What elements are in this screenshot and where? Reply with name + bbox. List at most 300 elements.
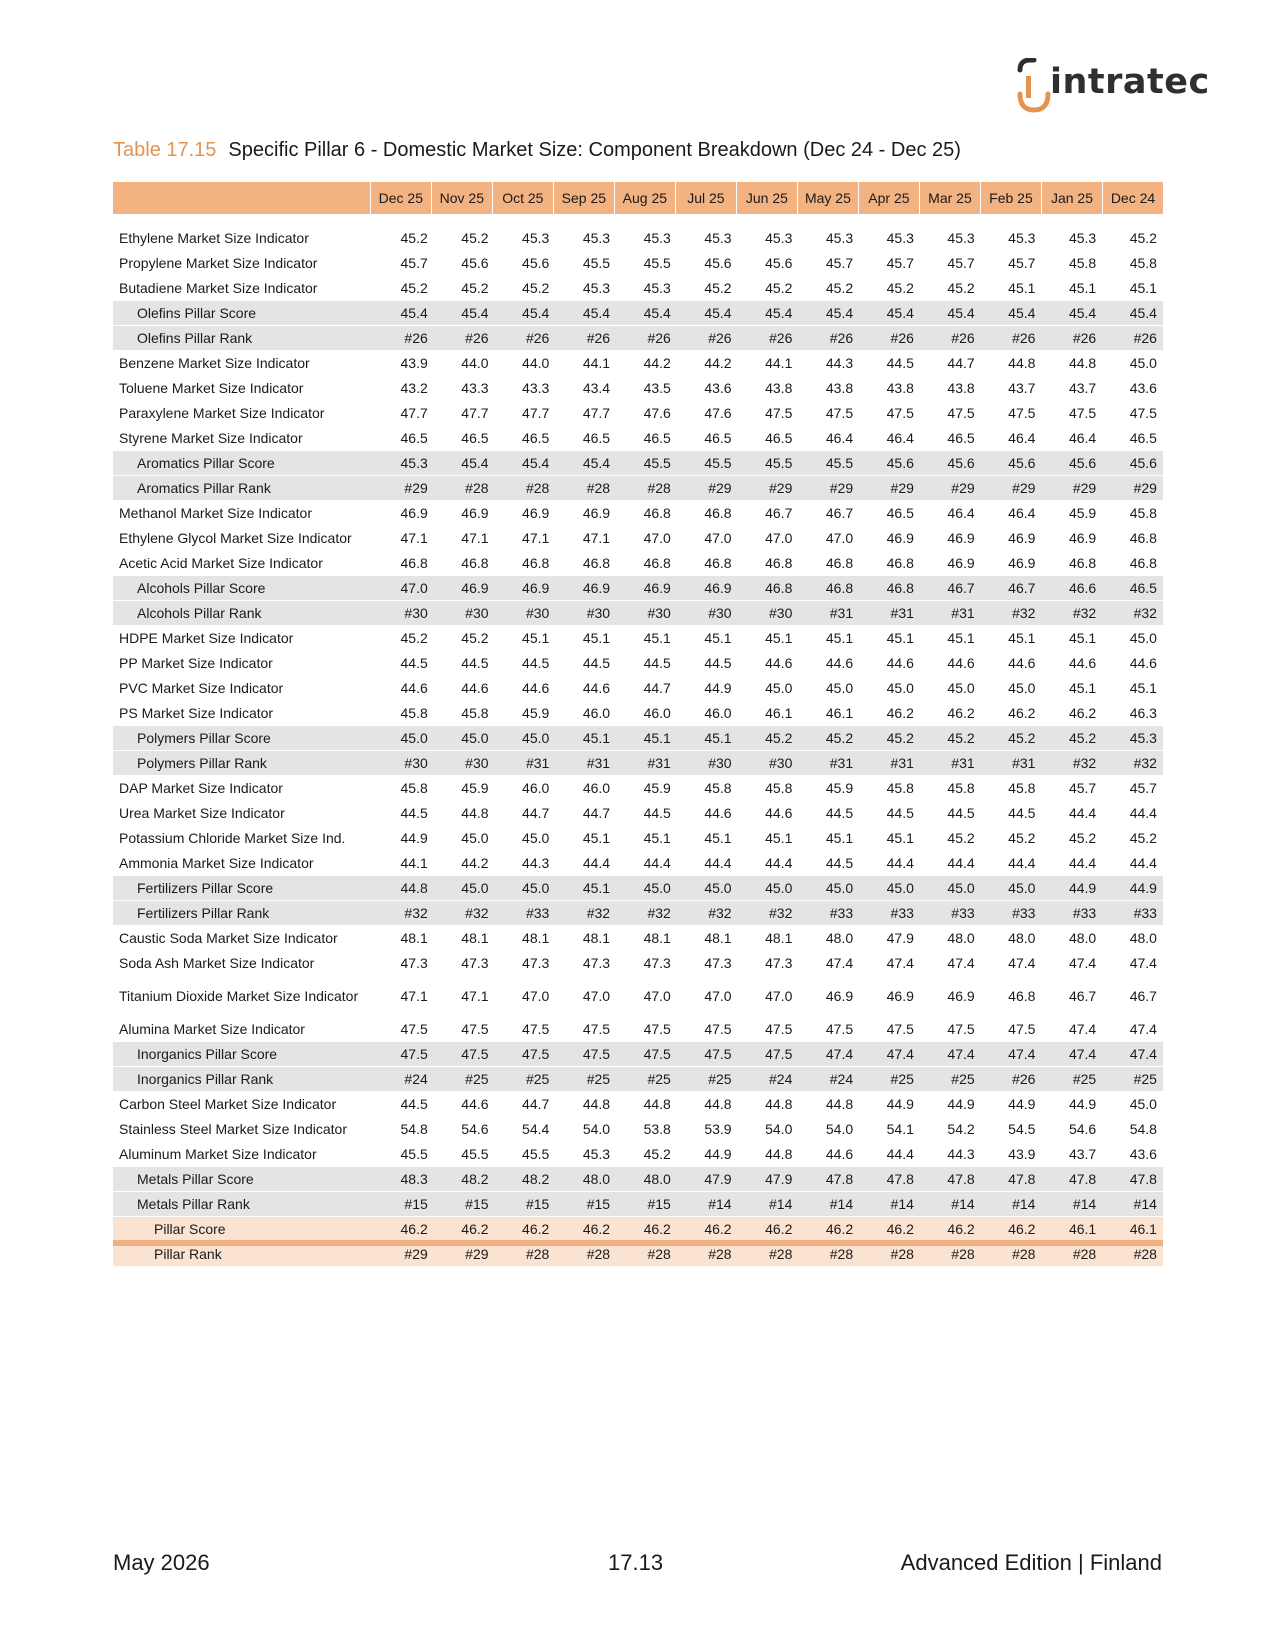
row-label: Acetic Acid Market Size Indicator	[119, 554, 323, 571]
table-body	[113, 226, 1163, 1267]
table-cell: 46.9	[522, 580, 550, 596]
table-cell: 46.9	[704, 580, 732, 596]
table-cell: 47.0	[825, 530, 854, 546]
table-cell: 45.0	[1129, 630, 1157, 646]
table-cell: #28	[586, 480, 611, 496]
table-cell: 44.8	[1008, 355, 1036, 371]
table-cell: 45.4	[1008, 305, 1036, 321]
table-row	[113, 726, 1163, 751]
table-cell: 45.0	[1008, 880, 1036, 896]
table-cell: #25	[647, 1071, 671, 1087]
table-cell: 45.3	[765, 230, 793, 246]
table-cell: 45.4	[765, 305, 793, 321]
table-cell: 45.2	[461, 630, 489, 646]
table-cell: #29	[1012, 480, 1036, 496]
table-cell: 46.2	[461, 1221, 489, 1237]
table-cell: 45.0	[400, 730, 428, 746]
table-title	[113, 139, 961, 162]
table-cell: #33	[1072, 905, 1097, 921]
table-cell: 47.5	[765, 405, 793, 421]
table-cell: 46.6	[1068, 580, 1097, 596]
table-cell: 47.8	[886, 1171, 914, 1187]
table-cell: 45.5	[522, 1146, 550, 1162]
table-cell: 47.5	[1129, 405, 1157, 421]
table-cell: 47.5	[886, 405, 914, 421]
table-cell: 47.6	[643, 405, 671, 421]
table-cell: 47.8	[1008, 1171, 1036, 1187]
table-cell: 46.8	[643, 555, 671, 571]
table-cell: #15	[465, 1196, 489, 1212]
table-cell: #14	[951, 1196, 975, 1212]
table-cell: 44.4	[1008, 855, 1036, 871]
table-cell: 45.1	[765, 830, 793, 846]
table-cell: 44.8	[825, 1096, 854, 1112]
table-cell: 48.0	[643, 1171, 671, 1187]
table-cell: 46.2	[947, 705, 975, 721]
table-cell: 45.4	[704, 305, 732, 321]
table-cell: 46.2	[1008, 1221, 1036, 1237]
table-cell: 48.0	[1008, 930, 1036, 946]
table-cell: #29	[1072, 480, 1097, 496]
table-cell: 46.8	[765, 580, 793, 596]
table-cell: #14	[1133, 1196, 1157, 1212]
table-cell: 45.1	[1129, 280, 1157, 296]
table-cell: 46.5	[643, 430, 671, 446]
table-cell: 45.4	[825, 305, 854, 321]
table-cell: #32	[1012, 605, 1036, 621]
table-cell: 54.8	[1129, 1121, 1157, 1137]
table-cell: 45.0	[461, 880, 489, 896]
row-label: PVC Market Size Indicator	[119, 679, 284, 696]
row-label: PP Market Size Indicator	[119, 654, 273, 671]
row-label: Caustic Soda Market Size Indicator	[119, 929, 338, 946]
table-cell: 46.7	[765, 505, 793, 521]
table-cell: 47.1	[461, 530, 489, 546]
table-cell: #30	[465, 605, 489, 621]
table-cell: 46.9	[1008, 530, 1036, 546]
table-cell: 47.4	[1008, 955, 1036, 971]
table-row	[113, 426, 1163, 451]
table-cell: 44.9	[886, 1096, 914, 1112]
table-cell: 44.4	[886, 1146, 914, 1162]
table-cell: 46.9	[947, 988, 975, 1004]
table-cell: 45.3	[582, 280, 611, 296]
table-cell: 44.6	[825, 1146, 854, 1162]
table-row	[113, 676, 1163, 701]
table-cell: 47.3	[704, 955, 732, 971]
table-cell: 47.3	[765, 955, 793, 971]
column-header: Dec 24	[1102, 182, 1163, 214]
table-row	[113, 1092, 1163, 1117]
table-cell: 44.6	[461, 1096, 489, 1112]
table-cell: 46.8	[522, 555, 550, 571]
table-row	[113, 476, 1163, 501]
table-cell: 46.4	[825, 430, 854, 446]
row-label: Titanium Dioxide Market Size Indicator	[119, 987, 359, 1004]
table-cell: 47.8	[1068, 1171, 1097, 1187]
table-row	[113, 651, 1163, 676]
table-cell: #30	[769, 755, 793, 771]
table-cell: 46.2	[522, 1221, 550, 1237]
table-cell: #15	[525, 1196, 550, 1212]
logo-text: intratec	[1050, 62, 1210, 102]
table-cell: 45.2	[1068, 730, 1097, 746]
table-cell: 54.0	[765, 1121, 793, 1137]
table-cell: 45.8	[400, 705, 428, 721]
table-cell: 47.5	[643, 1021, 671, 1037]
table-cell: 45.9	[643, 780, 671, 796]
table-cell: 54.0	[825, 1121, 854, 1137]
table-cell: #32	[1072, 755, 1097, 771]
table-cell: #28	[1133, 1246, 1157, 1262]
table-cell: #28	[1072, 1246, 1097, 1262]
table-cell: 47.0	[765, 988, 793, 1004]
table-cell: #29	[769, 480, 793, 496]
table-row	[113, 626, 1163, 651]
table-cell: 45.2	[400, 230, 428, 246]
table-cell: 44.4	[1129, 805, 1157, 821]
table-cell: 45.3	[643, 230, 671, 246]
table-cell: 43.2	[400, 380, 428, 396]
row-label: DAP Market Size Indicator	[119, 779, 283, 796]
table-cell: 44.4	[886, 855, 914, 871]
table-cell: 45.0	[704, 880, 732, 896]
table-cell: #25	[1133, 1071, 1157, 1087]
table-cell: #15	[647, 1196, 671, 1212]
table-cell: 46.9	[825, 988, 854, 1004]
table-cell: 44.6	[461, 680, 489, 696]
table-cell: #33	[829, 905, 854, 921]
table-cell: 47.3	[582, 955, 611, 971]
table-cell: #26	[708, 330, 732, 346]
table-cell: 47.4	[825, 955, 854, 971]
row-label: Butadiene Market Size Indicator	[119, 279, 318, 296]
table-row	[113, 1217, 1163, 1242]
table-cell: 46.9	[461, 505, 489, 521]
table-cell: 44.0	[522, 355, 550, 371]
table-cell: 44.6	[886, 655, 914, 671]
table-cell: 45.1	[643, 730, 671, 746]
table-cell: 46.5	[704, 430, 732, 446]
table-cell: 46.2	[886, 705, 914, 721]
table-cell: #29	[708, 480, 732, 496]
table-cell: #28	[951, 1246, 975, 1262]
table-row	[113, 976, 1163, 1017]
table-cell: 47.8	[825, 1171, 854, 1187]
table-cell: 46.3	[1129, 705, 1157, 721]
column-header: Dec 25	[370, 182, 431, 214]
table-cell: 43.9	[1008, 1146, 1036, 1162]
table-cell: 45.4	[1129, 305, 1157, 321]
table-row	[113, 276, 1163, 301]
table-cell: 45.0	[886, 680, 914, 696]
table-cell: 46.2	[400, 1221, 428, 1237]
column-header: Jun 25	[736, 182, 797, 214]
row-label: Potassium Chloride Market Size Ind.	[119, 829, 346, 846]
table-cell: 45.6	[522, 255, 550, 271]
footer-edition: Advanced Edition | Finland	[900, 1550, 1162, 1575]
table-cell: 44.7	[582, 805, 611, 821]
column-header: Jul 25	[675, 182, 736, 214]
table-cell: #30	[465, 755, 489, 771]
row-label: Carbon Steel Market Size Indicator	[119, 1095, 337, 1112]
table-cell: #26	[465, 330, 489, 346]
data-table	[113, 182, 1163, 1267]
table-cell: #29	[404, 1246, 428, 1262]
table-cell: #25	[586, 1071, 611, 1087]
table-cell: 45.1	[947, 630, 975, 646]
table-cell: 46.0	[582, 705, 611, 721]
table-cell: 44.8	[1068, 355, 1097, 371]
table-cell: #15	[586, 1196, 611, 1212]
table-cell: 46.8	[765, 555, 793, 571]
table-cell: 46.8	[461, 555, 489, 571]
table-cell: 46.1	[1068, 1221, 1097, 1237]
table-cell: #28	[525, 1246, 550, 1262]
table-cell: #14	[708, 1196, 732, 1212]
table-cell: #28	[829, 1246, 854, 1262]
table-cell: 47.5	[522, 1021, 550, 1037]
table-cell: 43.6	[1129, 380, 1157, 396]
table-cell: 47.5	[582, 1021, 611, 1037]
table-cell: #26	[1072, 330, 1097, 346]
table-cell: #28	[465, 480, 489, 496]
table-cell: 46.9	[947, 555, 975, 571]
table-row	[113, 1167, 1163, 1192]
table-cell: 44.8	[643, 1096, 671, 1112]
table-cell: 45.3	[825, 230, 854, 246]
table-cell: 47.9	[704, 1171, 732, 1187]
table-cell: 53.9	[704, 1121, 732, 1137]
table-cell: 47.7	[461, 405, 489, 421]
table-cell: #33	[1133, 905, 1157, 921]
table-cell: 45.9	[1068, 505, 1097, 521]
table-cell: 45.5	[643, 255, 671, 271]
table-cell: 44.6	[400, 680, 428, 696]
table-cell: 45.1	[582, 880, 611, 896]
table-row	[113, 951, 1163, 976]
table-cell: 47.3	[643, 955, 671, 971]
table-cell: 46.7	[825, 505, 854, 521]
table-cell: 44.5	[461, 655, 489, 671]
table-cell: 44.8	[582, 1096, 611, 1112]
table-cell: 47.3	[400, 955, 428, 971]
table-cell: 43.6	[704, 380, 732, 396]
table-cell: 45.1	[1068, 680, 1097, 696]
table-cell: #26	[525, 330, 550, 346]
table-cell: 43.8	[886, 380, 914, 396]
table-cell: 44.5	[400, 805, 428, 821]
table-cell: 47.1	[582, 530, 611, 546]
table-cell: 46.5	[1129, 430, 1157, 446]
table-cell: #26	[890, 330, 914, 346]
table-cell: 45.6	[886, 455, 914, 471]
table-cell: 48.1	[765, 930, 793, 946]
table-cell: 44.5	[1008, 805, 1036, 821]
table-cell: 47.5	[1008, 1021, 1036, 1037]
table-cell: 46.8	[1008, 988, 1036, 1004]
table-cell: 44.9	[1008, 1096, 1036, 1112]
table-cell: 43.4	[582, 380, 611, 396]
table-cell: 46.8	[643, 505, 671, 521]
table-cell: 45.3	[1068, 230, 1097, 246]
table-cell: 47.5	[825, 1021, 854, 1037]
table-cell: 47.4	[947, 1046, 975, 1062]
table-cell: 45.8	[886, 780, 914, 796]
row-label: Inorganics Pillar Rank	[137, 1070, 274, 1087]
table-cell: #14	[1072, 1196, 1097, 1212]
table-cell: 45.3	[400, 455, 428, 471]
table-cell: #28	[525, 480, 550, 496]
table-row	[113, 376, 1163, 401]
table-cell: 46.7	[1129, 988, 1157, 1004]
column-header: May 25	[797, 182, 858, 214]
table-cell: 44.9	[1068, 880, 1097, 896]
row-label: Pillar Score	[154, 1220, 226, 1237]
table-cell: #33	[890, 905, 914, 921]
table-cell: 44.5	[947, 805, 975, 821]
table-cell: 46.2	[947, 1221, 975, 1237]
table-cell: 45.2	[461, 230, 489, 246]
table-cell: 45.6	[1068, 455, 1097, 471]
table-cell: 48.2	[461, 1171, 489, 1187]
table-cell: 43.7	[1008, 380, 1036, 396]
table-cell: #33	[951, 905, 975, 921]
table-cell: 47.0	[522, 988, 550, 1004]
table-cell: #32	[1133, 605, 1157, 621]
table-cell: 45.8	[947, 780, 975, 796]
table-cell: 45.2	[886, 730, 914, 746]
table-cell: 45.2	[765, 280, 793, 296]
table-cell: 45.2	[765, 730, 793, 746]
table-cell: 45.7	[1068, 780, 1097, 796]
table-cell: 45.9	[522, 705, 550, 721]
table-cell: 45.3	[582, 1146, 611, 1162]
table-cell: 44.8	[461, 805, 489, 821]
table-cell: 45.3	[582, 230, 611, 246]
row-label: Stainless Steel Market Size Indicator	[119, 1120, 347, 1137]
table-cell: 44.6	[1129, 655, 1157, 671]
table-cell: 46.5	[765, 430, 793, 446]
table-cell: #31	[647, 755, 671, 771]
table-cell: 45.4	[400, 305, 428, 321]
row-label: HDPE Market Size Indicator	[119, 629, 294, 646]
table-cell: #32	[708, 905, 732, 921]
table-cell: 44.8	[765, 1096, 793, 1112]
table-cell: #32	[404, 905, 428, 921]
table-cell: 45.0	[825, 680, 854, 696]
table-cell: 47.5	[765, 1046, 793, 1062]
table-cell: 46.5	[461, 430, 489, 446]
table-cell: 43.8	[825, 380, 854, 396]
table-row	[113, 926, 1163, 951]
table-cell: 45.2	[947, 730, 975, 746]
table-cell: 46.4	[1008, 505, 1036, 521]
table-cell: 45.0	[461, 730, 489, 746]
row-label: Olefins Pillar Score	[137, 304, 257, 321]
table-row	[113, 1192, 1163, 1217]
table-cell: 47.5	[522, 1046, 550, 1062]
table-cell: 44.5	[825, 805, 854, 821]
table-cell: 45.4	[522, 455, 550, 471]
table-caption: Specific Pillar 6 - Domestic Market Size: Component Breakdown (Dec 24 - Dec 25)	[228, 139, 961, 161]
row-label: Urea Market Size Indicator	[119, 804, 285, 821]
column-header: Mar 25	[919, 182, 980, 214]
table-cell: 47.5	[582, 1046, 611, 1062]
table-cell: 48.1	[522, 930, 550, 946]
table-cell: 45.9	[461, 780, 489, 796]
table-row	[113, 251, 1163, 276]
table-cell: 45.0	[1129, 355, 1157, 371]
table-cell: 46.4	[886, 430, 914, 446]
row-label: Olefins Pillar Rank	[137, 329, 253, 346]
table-cell: 44.2	[461, 855, 489, 871]
table-cell: 46.8	[886, 555, 914, 571]
table-cell: 48.0	[1129, 930, 1157, 946]
table-cell: 44.2	[643, 355, 671, 371]
table-cell: 48.1	[461, 930, 489, 946]
table-row	[113, 576, 1163, 601]
table-cell: 43.7	[1068, 380, 1097, 396]
table-cell: #30	[586, 605, 611, 621]
table-cell: 47.4	[825, 1046, 854, 1062]
table-row	[113, 701, 1163, 726]
table-cell: 45.5	[400, 1146, 428, 1162]
table-cell: #31	[951, 755, 975, 771]
table-cell: 45.1	[825, 630, 854, 646]
table-cell: 44.9	[1129, 880, 1157, 896]
table-cell: 46.2	[582, 1221, 611, 1237]
table-cell: 44.9	[704, 1146, 732, 1162]
table-cell: 44.5	[643, 805, 671, 821]
column-header: Jan 25	[1041, 182, 1102, 214]
table-cell: 45.2	[825, 280, 854, 296]
row-label: Ammonia Market Size Indicator	[119, 854, 314, 871]
table-cell: 47.4	[1129, 1021, 1157, 1037]
table-cell: 45.0	[522, 880, 550, 896]
row-label: Aluminum Market Size Indicator	[119, 1145, 317, 1162]
table-cell: 47.0	[704, 530, 732, 546]
table-cell: 45.4	[461, 305, 489, 321]
row-label: Ethylene Market Size Indicator	[119, 229, 309, 246]
table-cell: 46.2	[1068, 705, 1097, 721]
table-cell: 45.1	[643, 630, 671, 646]
row-label: Alcohols Pillar Score	[137, 579, 266, 596]
table-cell: #28	[769, 1246, 793, 1262]
table-row	[113, 601, 1163, 626]
table-cell: 47.0	[765, 530, 793, 546]
table-cell: 45.7	[1008, 255, 1036, 271]
table-cell: 47.5	[461, 1021, 489, 1037]
row-label: Propylene Market Size Indicator	[119, 254, 318, 271]
table-cell: 47.5	[947, 405, 975, 421]
table-row	[113, 526, 1163, 551]
table-row	[113, 551, 1163, 576]
table-cell: 47.7	[400, 405, 428, 421]
table-row	[113, 876, 1163, 901]
table-cell: 45.0	[947, 880, 975, 896]
table-cell: 46.5	[1129, 580, 1157, 596]
table-cell: 46.8	[400, 555, 428, 571]
table-cell: 45.5	[643, 455, 671, 471]
row-label: Styrene Market Size Indicator	[119, 429, 303, 446]
table-cell: 46.0	[704, 705, 732, 721]
table-cell: 46.4	[1068, 430, 1097, 446]
table-cell: 44.6	[947, 655, 975, 671]
table-cell: 45.1	[1008, 280, 1036, 296]
table-cell: 44.4	[947, 855, 975, 871]
table-row	[113, 826, 1163, 851]
